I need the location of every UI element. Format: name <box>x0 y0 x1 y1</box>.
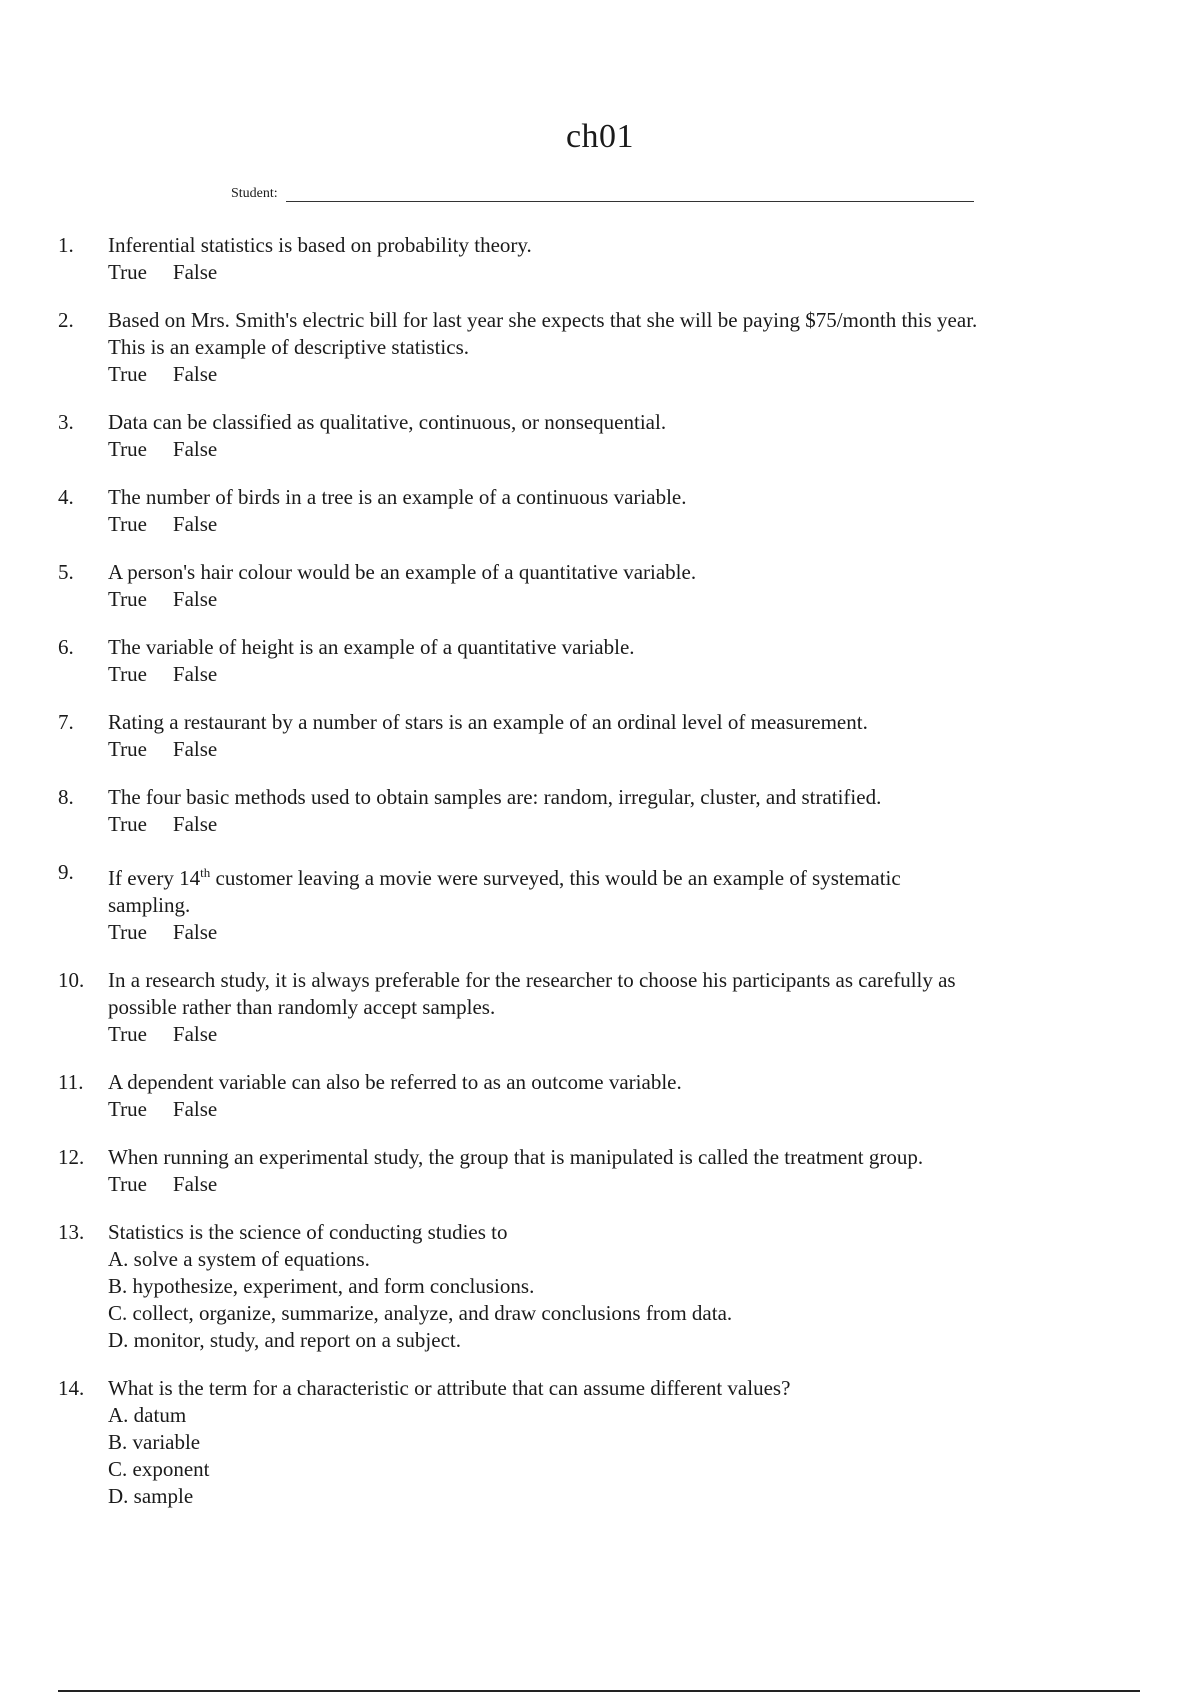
true-false-options <box>108 586 1138 613</box>
question-text: When running an experimental study, the group that is manipulated is called the treatment group. <box>108 1145 924 1169</box>
question-number: 1. <box>58 233 74 257</box>
question-number: 2. <box>58 308 74 332</box>
question-number: 12. <box>58 1145 85 1169</box>
option-false[interactable]: False <box>172 1097 218 1121</box>
answer-choice[interactable]: D. monitor, study, and report on a subject. <box>108 1328 461 1352</box>
option-true[interactable]: True <box>108 362 147 386</box>
bottom-rule <box>58 1690 1140 1692</box>
question-text: The number of birds in a tree is an example of a continuous variable. <box>108 485 687 509</box>
question-text: A dependent variable can also be referred to as an outcome variable. <box>108 1070 682 1094</box>
question-item <box>58 784 1138 838</box>
question-item <box>58 559 1138 613</box>
true-false-options <box>108 811 1138 838</box>
true-false-options <box>108 661 1138 688</box>
true-false-options <box>108 1096 1138 1123</box>
question-item <box>58 1144 1138 1198</box>
option-false[interactable]: False <box>172 1172 218 1196</box>
option-false[interactable]: False <box>172 362 218 386</box>
question-text: Statistics is the science of conducting studies to <box>108 1220 508 1244</box>
answer-choice[interactable]: C. exponent <box>108 1457 210 1481</box>
student-label: Student: <box>231 186 278 201</box>
answer-choices <box>108 1402 1138 1510</box>
true-false-options <box>108 1021 1138 1048</box>
question-number: 5. <box>58 560 74 584</box>
option-false[interactable]: False <box>172 437 218 461</box>
question-text: sampling. <box>108 893 191 917</box>
question-item <box>58 967 1138 1048</box>
option-true[interactable]: True <box>108 437 147 461</box>
true-false-options <box>108 259 1138 286</box>
question-item <box>58 1219 1138 1354</box>
option-true[interactable]: True <box>108 512 147 536</box>
question-text: Inferential statistics is based on probability theory. <box>108 233 532 257</box>
answer-choice[interactable]: A. datum <box>108 1403 187 1427</box>
question-list <box>58 232 1138 1531</box>
option-false[interactable]: False <box>172 920 218 944</box>
question-number: 13. <box>58 1220 85 1244</box>
true-false-options <box>108 436 1138 463</box>
question-number: 10. <box>58 968 85 992</box>
question-text: Rating a restaurant by a number of stars is an example of an ordinal level of measurement. <box>108 710 868 734</box>
question-item <box>58 709 1138 763</box>
option-false[interactable]: False <box>172 587 218 611</box>
option-true[interactable]: True <box>108 812 147 836</box>
answer-choice[interactable]: B. hypothesize, experiment, and form conclusions. <box>108 1274 535 1298</box>
option-true[interactable]: True <box>108 260 147 284</box>
question-text: In a research study, it is always preferable for the researcher to choose his participants as carefully as <box>108 968 956 992</box>
answer-choice[interactable]: A. solve a system of equations. <box>108 1247 370 1271</box>
question-number: 11. <box>58 1070 84 1094</box>
question-item <box>58 634 1138 688</box>
question-text: Based on Mrs. Smith's electric bill for last year she expects that she will be paying $75/month this year. <box>108 308 978 332</box>
true-false-options <box>108 736 1138 763</box>
question-number: 14. <box>58 1376 85 1400</box>
option-true[interactable]: True <box>108 920 147 944</box>
question-item <box>58 409 1138 463</box>
question-item <box>58 232 1138 286</box>
question-text: What is the term for a characteristic or attribute that can assume different values? <box>108 1376 791 1400</box>
answer-choice[interactable]: C. collect, organize, summarize, analyze, and draw conclusions from data. <box>108 1301 733 1325</box>
question-number: 8. <box>58 785 74 809</box>
question-number: 7. <box>58 710 74 734</box>
option-true[interactable]: True <box>108 662 147 686</box>
student-name-line <box>231 186 974 202</box>
option-true[interactable]: True <box>108 1022 147 1046</box>
question-number: 3. <box>58 410 74 434</box>
question-text: The four basic methods used to obtain samples are: random, irregular, cluster, and stratified. <box>108 785 882 809</box>
option-true[interactable]: True <box>108 587 147 611</box>
answer-choices <box>108 1246 1138 1354</box>
question-number: 6. <box>58 635 74 659</box>
question-text: A person's hair colour would be an example of a quantitative variable. <box>108 560 697 584</box>
option-false[interactable]: False <box>172 1022 218 1046</box>
true-false-options <box>108 919 1138 946</box>
question-item <box>58 1069 1138 1123</box>
question-item <box>58 859 1138 946</box>
question-text: The variable of height is an example of a quantitative variable. <box>108 635 635 659</box>
question-item <box>58 484 1138 538</box>
true-false-options <box>108 511 1138 538</box>
question-item <box>58 307 1138 388</box>
page-title: ch01 <box>565 118 635 155</box>
question-number: 9. <box>58 860 74 884</box>
question-item <box>58 1375 1138 1510</box>
option-false[interactable]: False <box>172 512 218 536</box>
answer-choice[interactable]: D. sample <box>108 1484 194 1508</box>
question-text: If every 14th customer leaving a movie were surveyed, this would be an example of systematic <box>108 865 901 890</box>
option-false[interactable]: False <box>172 737 218 761</box>
option-true[interactable]: True <box>108 737 147 761</box>
question-text: possible rather than randomly accept samples. <box>108 995 496 1019</box>
question-number: 4. <box>58 485 74 509</box>
question-text: Data can be classified as qualitative, continuous, or nonsequential. <box>108 410 667 434</box>
true-false-options <box>108 361 1138 388</box>
student-name-field <box>286 187 974 202</box>
option-true[interactable]: True <box>108 1097 147 1121</box>
option-false[interactable]: False <box>172 260 218 284</box>
answer-choice[interactable]: B. variable <box>108 1430 201 1454</box>
question-text: This is an example of descriptive statistics. <box>108 335 469 359</box>
option-false[interactable]: False <box>172 662 218 686</box>
true-false-options <box>108 1171 1138 1198</box>
option-false[interactable]: False <box>172 812 218 836</box>
option-true[interactable]: True <box>108 1172 147 1196</box>
